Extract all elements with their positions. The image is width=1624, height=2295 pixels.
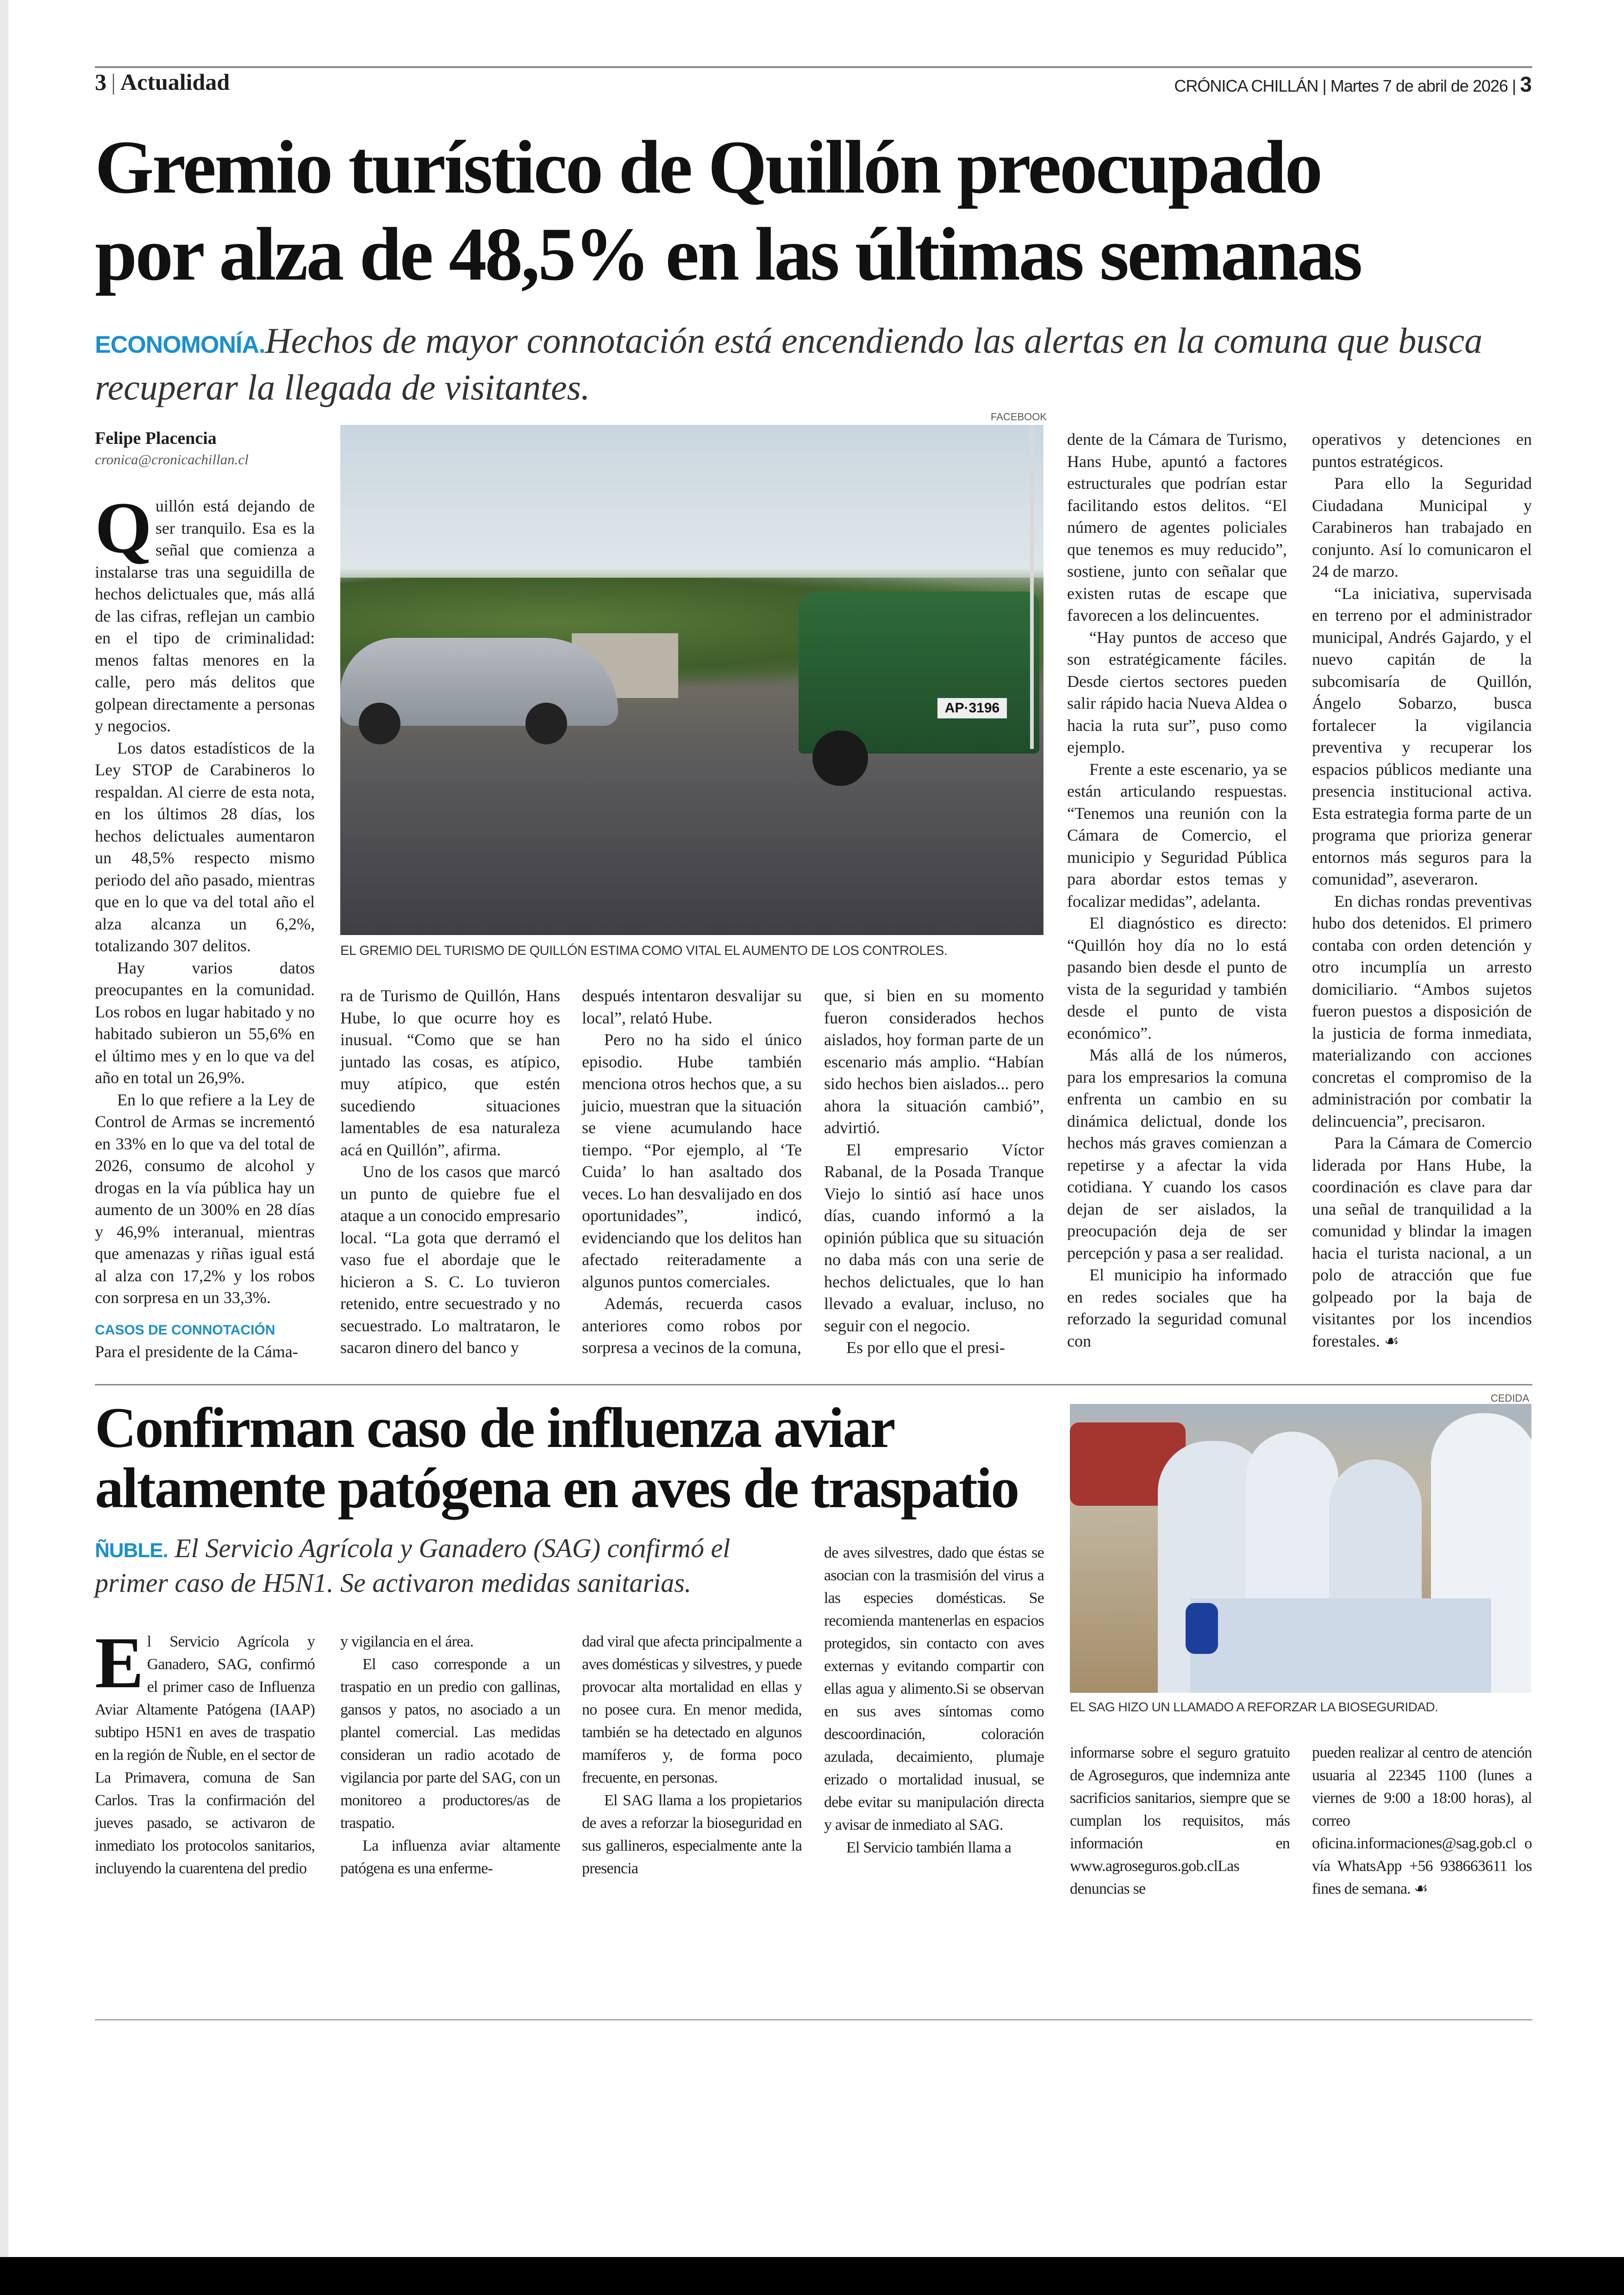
paragraph (340, 1630, 560, 1653)
photo-caption: EL SAG HIZO UN LLAMADO A REFORZAR LA BIOSEGURIDAD. (1070, 1700, 1438, 1714)
photo-caption: EL GREMIO DEL TURISMO DE QUILLÓN ESTIMA COMO VITAL EL AUMENTO DE LOS CONTROLES. (340, 943, 948, 958)
paragraph (582, 985, 802, 1029)
photo-credit: CEDIDA (1491, 1392, 1530, 1404)
kicker: ÑUBLE. (95, 1539, 168, 1562)
byline-author: Felipe Placencia (95, 429, 217, 448)
paragraph-text: Frente a este escenario, ya se están articulando respuestas. “Tenemos una reunión con la Cámara de Comercio, el municipio y Seguridad Pública para abordar estos temas y focalizar medidas”, adelanta. (1067, 760, 1287, 911)
article2-headline (95, 1398, 1058, 1518)
article2-column-3 (582, 1630, 802, 1880)
paragraph (1067, 429, 1287, 627)
paragraph-text: Pero no ha sido el único episodio. Hube también menciona otros hechos que, a su juicio, muestran que la situación se viene acumulando hace tiempo. “Por ejemplo, al ‘Te Cuida’ lo han asaltado dos veces. Lo han desvalijado en dos oportunidades”, indicó, evidenciando que los delitos han afectado reiteradamente a algunos puntos comerciales. (582, 1030, 802, 1291)
paragraph-text: ra de Turismo de Quillón, Hans Hube, lo que ocurre hoy es inusual. “Como que se han juntado las cosas, es atípico, muy atípico, que estén sucediendo situaciones lamentables de esa naturaleza acá en Quillón”, afirma. (340, 986, 560, 1159)
paragraph-text: “La iniciativa, supervisada en terreno por el administrador municipal, Andrés Gajardo, y el nuevo capitán de la subcomisaría de Quillón, Ángelo Sobarzo, busca fortalecer la vigilancia preventiva y recuperar los espacios públicos mediante una presencia institucional activa. Esta estrategia forma parte de un programa que prioriza generar entornos más seguros para la comunidad”, aseveraron. (1312, 584, 1532, 888)
header-rule (95, 66, 1532, 68)
paragraph (582, 1789, 802, 1880)
paragraph (1067, 912, 1287, 1044)
section-header: 3 | Actualidad (95, 69, 230, 95)
paragraph-text: l Servicio Agrícola y Ganadero, SAG, confirmó el primer caso de Influenza Aviar Altamente Patógena (IAAP) subtipo H5N1 en aves de traspatio en la región de Ñuble, en el sector de La Primavera, comuna de San Carlos. Tras la confirmación del jueves pasado, se activaron de inmediato los protocolos sanitarios, incluyendo la cuarentena del predio (95, 1633, 315, 1877)
article1-column-2 (340, 985, 560, 1359)
photo-credit: FACEBOOK (991, 411, 1047, 423)
article1-column-1 (95, 487, 315, 1363)
paragraph-text: pueden realizar al centro de atención usuaria al 22345 1100 (lunes a viernes de 9:00 a 18:00 horas), al correo oficina.informaciones@sag.gob.cl o vía WhatsApp +56 938663611 los fines de semana. ☙ (1312, 1744, 1532, 1897)
paragraph (95, 957, 315, 1089)
article2-column-4 (824, 1541, 1044, 1859)
paragraph (1312, 1132, 1532, 1352)
paragraph-text: Es por ello que el presi- (846, 1338, 1005, 1357)
paragraph-text: dad viral que afecta principalmente a aves domésticas y silvestres, y puede provocar alta mortalidad en ellas y no posee cura. En menor medida, también se ha detectado en algunos mamíferos y, de forma poco frecuente, en personas. (582, 1633, 802, 1786)
paragraph-text: dente de la Cámara de Turismo, Hans Hube, apuntó a factores estructurales que podrían estar facilitando estos delitos. “El número de agentes policiales que tenemos es muy reducido”, sostiene, junto con señalar que existen rutas de escape que favorecen a los delincuentes. (1067, 430, 1287, 624)
article2-column-2 (340, 1630, 560, 1880)
bottom-bar (0, 2257, 1624, 2295)
paragraph (95, 487, 315, 737)
paragraph (340, 1161, 560, 1359)
deck-text: Hechos de mayor connotación está encendiendo las alertas en la comuna que busca recuperar la llegada de visitantes. (95, 320, 1483, 407)
paragraph-text: CASOS DE CONNOTACIÓN (95, 1322, 275, 1338)
paragraph (1067, 627, 1287, 759)
paragraph (824, 1541, 1044, 1836)
article-divider (95, 1384, 1532, 1385)
paragraph (340, 985, 560, 1161)
police-truck (799, 592, 1039, 754)
paragraph (582, 1630, 802, 1789)
page-number: 3 (95, 69, 106, 95)
paragraph-text: uillón está dejando de ser tranquilo. Esa es la señal que comienza a instalarse tras una seguidilla de hechos delictuales que, más allá de las cifras, reflejan un cambio en el tipo de criminalidad: menos faltas menores en la calle, pero más delitos que golpean directamente a personas y negocios. (95, 497, 315, 735)
car-wheel (525, 703, 567, 744)
paragraph-text: El municipio ha informado en redes sociales que ha reforzado la seguridad comunal con (1067, 1266, 1287, 1350)
blue-glove (1186, 1603, 1218, 1654)
paragraph-text: El diagnóstico es directo: “Quillón hoy día no lo está pasando bien desde el punto de vista de la seguridad y también desde el punto de vista económico”. (1067, 914, 1287, 1042)
headline-line-1: Gremio turístico de Quillón preocupado (95, 125, 1321, 209)
paragraph-text: Además, recuerda casos anteriores como robos por sorpresa a vecinos de la comuna, (582, 1294, 802, 1357)
paragraph (95, 1341, 315, 1363)
headline-line-2: por alza de 48,5% en las últimas semanas (95, 212, 1361, 296)
paragraph-text: operativos y detenciones en puntos estratégicos. (1312, 430, 1532, 471)
paragraph (824, 985, 1044, 1139)
utility-pole (1030, 425, 1034, 749)
drop-cap: Q (95, 487, 152, 568)
table-cover (1190, 1598, 1491, 1693)
byline-email: cronica@cronicachillan.cl (95, 451, 249, 468)
paragraph (1312, 429, 1532, 473)
headline-line-2: altamente patógena en aves de traspatio (95, 1456, 1018, 1520)
section-name: Actualidad (120, 69, 230, 95)
article1-headline (95, 124, 1539, 298)
publication-name: CRÓNICA CHILLÁN (1174, 76, 1318, 95)
paragraph-text: después intentaron desvalijar su local”, relató Hube. (582, 986, 802, 1027)
paragraph (824, 1139, 1044, 1337)
paragraph (1312, 891, 1532, 1133)
paragraph (95, 1622, 315, 1880)
deck-text: El Servicio Agrícola y Ganadero (SAG) confirmó el primer caso de H5N1. Se activaron medidas sanitarias. (95, 1533, 731, 1598)
paragraph (1067, 759, 1287, 913)
article1-column-6 (1312, 429, 1532, 1352)
article2-photo (1070, 1404, 1531, 1693)
paragraph-text: Para el presidente de la Cáma- (95, 1342, 298, 1361)
paragraph-text: Para la Cámara de Comercio liderada por Hans Hube, la coordinación es clave para dar una señal de tranquilidad a la comunidad y blindar la imagen hacia el turista nacional, a un polo de atracción que fue golpeado por la baja de visitantes por los incendios forestales. ☙ (1312, 1134, 1532, 1350)
paragraph (95, 1089, 315, 1309)
drop-cap: E (95, 1622, 144, 1703)
paragraph-text: En dichas rondas preventivas hubo dos detenidos. El primero contaba con orden detención y otro incumplía un arresto domiciliario. “Ambos sujetos fueron puestos a disposición de la justicia de forma inmediata, materializando con acciones concretas el compromiso de la administración por combatir la delincuencia”, precisaron. (1312, 892, 1532, 1130)
bottom-rule (95, 2019, 1532, 2021)
article2-column-1 (95, 1622, 315, 1880)
paragraph-text: Más allá de los números, para los empresarios la comuna enfrenta un cambio en su dinámica delictual, donde los hechos más graves comienzan a repetirse y a afectar la vida cotidiana. Y cuando los casos dejan de ser aislados, la preocupación deja de ser percepción y pasa a ser realidad. (1067, 1046, 1287, 1262)
issue-date: Martes 7 de abril de 2026 (1330, 76, 1508, 95)
paragraph-text: de aves silvestres, dado que éstas se asocian con la trasmisión del virus a las especies domésticas. Se recomienda mantenerlas en espacios protegidos, sin contacto con aves externas y evitando compartir con ellas agua y alimento.Si se observan en sus aves síntomas como descoordinación, coloración azulada, decaimiento, plumaje erizado o mortalidad inusual, se debe evitar su manipulación directa y avisar de inmediato al SAG. (824, 1544, 1044, 1834)
car-wheel (359, 703, 400, 744)
headline-line-1: Confirman caso de influenza aviar (95, 1396, 894, 1459)
publication-header: CRÓNICA CHILLÁN | Martes 7 de abril de 2026 | 3 (1174, 72, 1531, 96)
paragraph (582, 1293, 802, 1359)
paragraph (95, 737, 315, 957)
paragraph-text: El caso corresponde a un traspatio en un predio con gallinas, gansos y patos, no asociado a un plantel comercial. Las medidas consideran un radio acotado de vigilancia por parte del SAG, con un monitoreo a productores/as de traspatio. (340, 1656, 560, 1832)
truck-wheel (812, 730, 868, 786)
paragraph-text: El empresario Víctor Rabanal, de la Posada Tranque Viejo lo sintió así hace unos días, cuando informó a la opinión pública que su situación no daba más con una serie de hechos delictuales, que lo han llevado a evaluar, incluso, no seguir con el negocio. (824, 1140, 1044, 1335)
page-number-right: 3 (1520, 72, 1531, 96)
article1-photo (340, 425, 1043, 935)
article2-column-5 (1070, 1741, 1290, 1900)
paragraph-text: El Servicio también llama a (846, 1839, 1012, 1856)
paragraph (1067, 1044, 1287, 1264)
article1-deck (95, 319, 1539, 409)
paragraph (340, 1834, 560, 1880)
page-edge (0, 0, 8, 2257)
paragraph-text: En lo que refiere a la Ley de Control de Armas se incrementó en 33% en lo que va del total de 2026, consumo de alcohol y drogas en la vía pública hay un aumento de un 300% en 28 días y 46,9% interanual, mientras que amenazas y riñas igual está al alza con 17,2% y los robos con sorpresa en un 33,3%. (95, 1090, 315, 1307)
article1-column-4 (824, 985, 1044, 1359)
paragraph-text: y vigilancia en el área. (340, 1633, 474, 1650)
paragraph-text: Hay varios datos preocupantes en la comunidad. Los robos en lugar habitado y no habitado subieron un 55,6% en el último mes y en lo que va del año en total un 26,9%. (95, 958, 315, 1087)
paragraph-text: Los datos estadísticos de la Ley STOP de Carabineros lo respaldan. Al cierre de esta nota, en los últimos 28 días, los hechos delictuales aumentaron un 48,5% respecto mismo periodo del año pasado, mientras que en lo que va del total año el alza alcanza un 6,2%, totalizando 307 delitos. (95, 738, 315, 955)
subheading (95, 1319, 315, 1341)
kicker: ECONOMONÍA. (95, 331, 265, 358)
paragraph (1312, 473, 1532, 583)
article2-deck (95, 1532, 780, 1599)
paragraph (824, 1836, 1044, 1859)
paragraph-text: La influenza aviar altamente patógena es una enferme- (340, 1837, 560, 1877)
paragraph-text: El SAG llama a los propietarios de aves a reforzar la bioseguridad en sus gallineros, especialmente ante la presencia (582, 1792, 802, 1877)
paragraph-text: informarse sobre el seguro gratuito de Agroseguros, que indemniza ante sacrificios sanitarios, siempre que se cumplan los requisitos, más información en www.agroseguros.gob.clLas denuncias se (1070, 1744, 1290, 1897)
paragraph (1067, 1264, 1287, 1352)
paragraph (340, 1653, 560, 1834)
paragraph (1312, 583, 1532, 891)
article2-column-6 (1312, 1741, 1532, 1900)
paragraph (824, 1337, 1044, 1359)
paragraph (582, 1029, 802, 1293)
paragraph-text: Para ello la Seguridad Ciudadana Municipal y Carabineros han trabajado en conjunto. Así lo comunicaron el 24 de marzo. (1312, 474, 1532, 580)
paragraph-text: Uno de los casos que marcó un punto de quiebre fue el ataque a un conocido empresario local. “La gota que derramó el vaso fue el abordaje que le hicieron a S. C. Lo tuvieron retenido, entre secuestrado y no secuestrado. Lo maltrataron, le sacaron dinero del banco y (340, 1162, 560, 1357)
paragraph (1312, 1741, 1532, 1900)
paragraph-text: que, si bien en su momento fueron considerados hechos aislados, hoy forman parte de un escenario más amplio. “Habían sido hechos bien aislados... pero ahora la situación cambió”, advirtió. (824, 986, 1044, 1137)
paragraph (1070, 1741, 1290, 1900)
article1-column-3 (582, 985, 802, 1359)
license-plate: AP·3196 (937, 698, 1007, 718)
paragraph-text: “Hay puntos de acceso que son estratégicamente fáciles. Desde ciertos sectores pueden salir rápido hacia Nueva Aldea o hacia la ruta sur”, puso como ejemplo. (1067, 628, 1287, 756)
article1-column-5 (1067, 429, 1287, 1352)
